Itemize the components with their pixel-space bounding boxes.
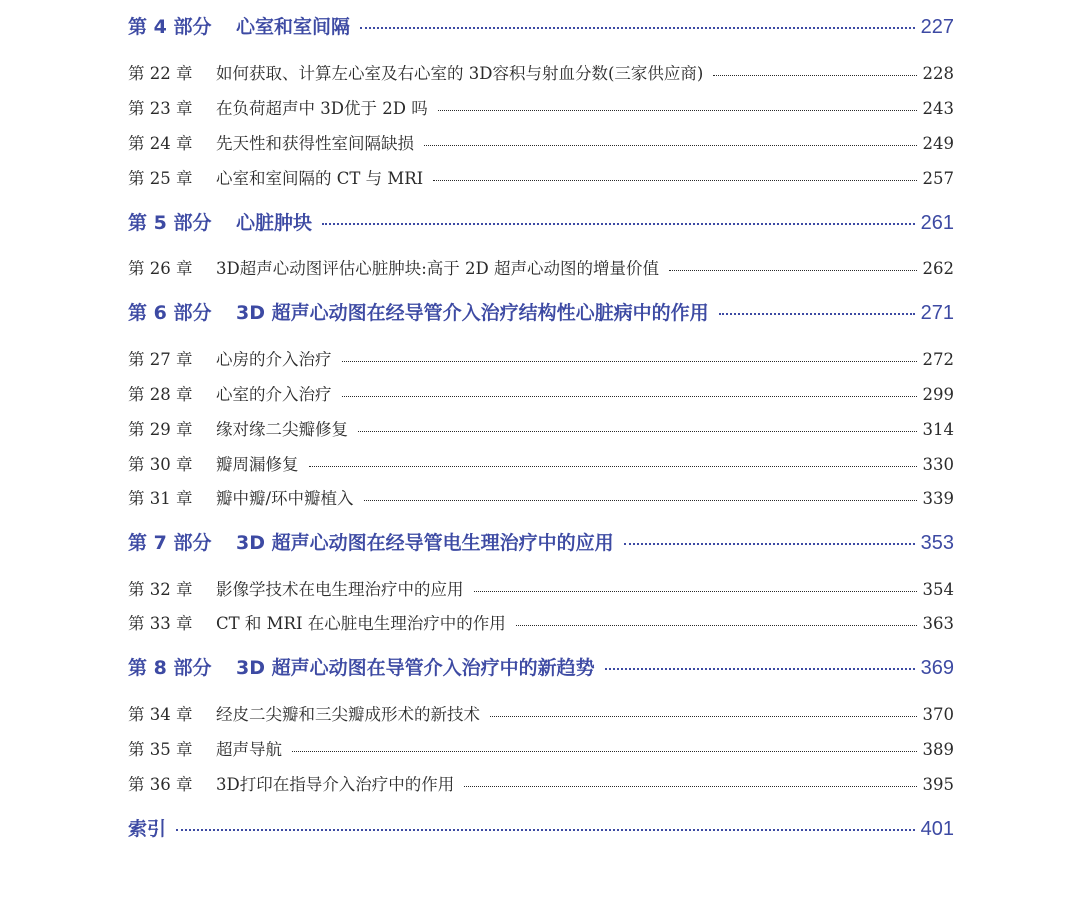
- chapter-title: 瓣周漏修复: [216, 455, 299, 474]
- part-title: 心室和室间隔: [236, 16, 351, 38]
- page-number: 389: [922, 740, 954, 759]
- dot-leader: [490, 704, 917, 721]
- dot-leader: [424, 133, 917, 150]
- toc-chapter-32[interactable]: [128, 576, 954, 602]
- toc-chapter-27[interactable]: [128, 346, 954, 372]
- page-number: 257: [922, 169, 954, 188]
- toc-part-7[interactable]: [128, 528, 954, 558]
- chapter-title: 瓣中瓣/环中瓣植入: [216, 489, 354, 508]
- toc-chapter-23[interactable]: [128, 95, 954, 121]
- chapter-title: 缘对缘二尖瓣修复: [216, 420, 348, 439]
- toc-part-6[interactable]: [128, 298, 954, 328]
- chapter-number: 第 29 章: [128, 420, 193, 439]
- chapter-title: 经皮二尖瓣和三尖瓣成形术的新技术: [216, 705, 480, 724]
- chapter-title: 如何获取、计算左心室及右心室的 3D容积与射血分数(三家供应商): [216, 64, 704, 83]
- toc-chapter-29[interactable]: [128, 416, 954, 442]
- chapter-title: 影像学技术在电生理治疗中的应用: [216, 580, 464, 599]
- dot-leader: [322, 210, 915, 229]
- chapter-title: 3D打印在指导介入治疗中的作用: [216, 775, 455, 794]
- page-number: 353: [920, 532, 954, 554]
- chapter-title: 超声导航: [216, 740, 282, 759]
- chapter-number: 第 34 章: [128, 705, 193, 724]
- part-title: 心脏肿块: [236, 212, 313, 234]
- dot-leader: [605, 655, 915, 674]
- toc-index[interactable]: [128, 814, 954, 844]
- page-number: 395: [922, 775, 954, 794]
- chapter-number: 第 30 章: [128, 455, 193, 474]
- part-title: 3D 超声心动图在经导管电生理治疗中的应用: [236, 532, 614, 554]
- chapter-number: 第 28 章: [128, 385, 193, 404]
- dot-leader: [342, 349, 917, 366]
- dot-leader: [464, 774, 916, 791]
- page-number: 330: [922, 455, 954, 474]
- part-number: 第 6 部分: [128, 302, 212, 324]
- toc-chapter-31[interactable]: [128, 485, 954, 511]
- dot-leader: [309, 454, 917, 471]
- dot-leader: [624, 530, 915, 549]
- page-number: 228: [922, 64, 954, 83]
- page-number: 227: [920, 16, 954, 38]
- page-number: 363: [922, 614, 954, 633]
- dot-leader: [438, 98, 917, 115]
- toc-chapter-33[interactable]: [128, 610, 954, 636]
- dot-leader: [474, 579, 917, 596]
- chapter-number: 第 22 章: [128, 64, 193, 83]
- chapter-number: 第 26 章: [128, 259, 193, 278]
- page-number: 299: [922, 385, 954, 404]
- page-number: 314: [922, 420, 954, 439]
- chapter-title: 在负荷超声中 3D优于 2D 吗: [216, 99, 428, 118]
- toc-chapter-35[interactable]: [128, 736, 954, 762]
- dot-leader: [516, 613, 917, 630]
- page-number: 272: [922, 350, 954, 369]
- part-number: 第 4 部分: [128, 16, 212, 38]
- chapter-number: 第 24 章: [128, 134, 193, 153]
- chapter-number: 第 33 章: [128, 614, 193, 633]
- part-number: 第 7 部分: [128, 532, 212, 554]
- toc-chapter-36[interactable]: [128, 771, 954, 797]
- chapter-title: 3D超声心动图评估心脏肿块:高于 2D 超声心动图的增量价值: [216, 259, 660, 278]
- toc-chapter-26[interactable]: [128, 255, 954, 281]
- page-number: 249: [922, 134, 954, 153]
- dot-leader: [342, 384, 917, 401]
- chapter-number: 第 27 章: [128, 350, 193, 369]
- toc-part-5[interactable]: [128, 208, 954, 238]
- toc-chapter-28[interactable]: [128, 381, 954, 407]
- page-number: 243: [922, 99, 954, 118]
- chapter-title: 心房的介入治疗: [216, 350, 332, 369]
- page-number: 401: [920, 818, 954, 840]
- part-number: 第 8 部分: [128, 657, 212, 679]
- toc-chapter-24[interactable]: [128, 130, 954, 156]
- chapter-number: 第 32 章: [128, 580, 193, 599]
- toc-chapter-25[interactable]: [128, 165, 954, 191]
- part-title: 3D 超声心动图在导管介入治疗中的新趋势: [236, 657, 595, 679]
- dot-leader: [669, 258, 916, 275]
- chapter-number: 第 36 章: [128, 775, 193, 794]
- chapter-number: 第 25 章: [128, 169, 193, 188]
- chapter-title: 心室的介入治疗: [216, 385, 332, 404]
- index-title: 索引: [128, 818, 167, 840]
- dot-leader: [176, 816, 915, 835]
- toc-chapter-30[interactable]: [128, 451, 954, 477]
- page-number: 354: [922, 580, 954, 599]
- toc-chapter-34[interactable]: [128, 701, 954, 727]
- chapter-title: 心室和室间隔的 CT 与 MRI: [216, 169, 424, 188]
- chapter-title: 先天性和获得性室间隔缺损: [216, 134, 414, 153]
- page-number: 271: [920, 302, 954, 324]
- dot-leader: [433, 168, 916, 185]
- dot-leader: [364, 488, 917, 505]
- dot-leader: [358, 419, 917, 436]
- dot-leader: [360, 14, 915, 33]
- chapter-number: 第 23 章: [128, 99, 193, 118]
- dot-leader: [719, 300, 915, 319]
- chapter-title: CT 和 MRI 在心脏电生理治疗中的作用: [216, 614, 506, 633]
- page-number: 261: [920, 212, 954, 234]
- chapter-number: 第 35 章: [128, 740, 193, 759]
- toc-part-8[interactable]: [128, 653, 954, 683]
- page-number: 370: [922, 705, 954, 724]
- page-number: 339: [922, 489, 954, 508]
- dot-leader: [713, 63, 916, 80]
- part-title: 3D 超声心动图在经导管介入治疗结构性心脏病中的作用: [236, 302, 709, 324]
- toc-part-4[interactable]: [128, 12, 954, 42]
- chapter-number: 第 31 章: [128, 489, 193, 508]
- page-number: 262: [922, 259, 954, 278]
- toc-chapter-22[interactable]: [128, 60, 954, 86]
- dot-leader: [292, 739, 917, 756]
- page-number: 369: [920, 657, 954, 679]
- part-number: 第 5 部分: [128, 212, 212, 234]
